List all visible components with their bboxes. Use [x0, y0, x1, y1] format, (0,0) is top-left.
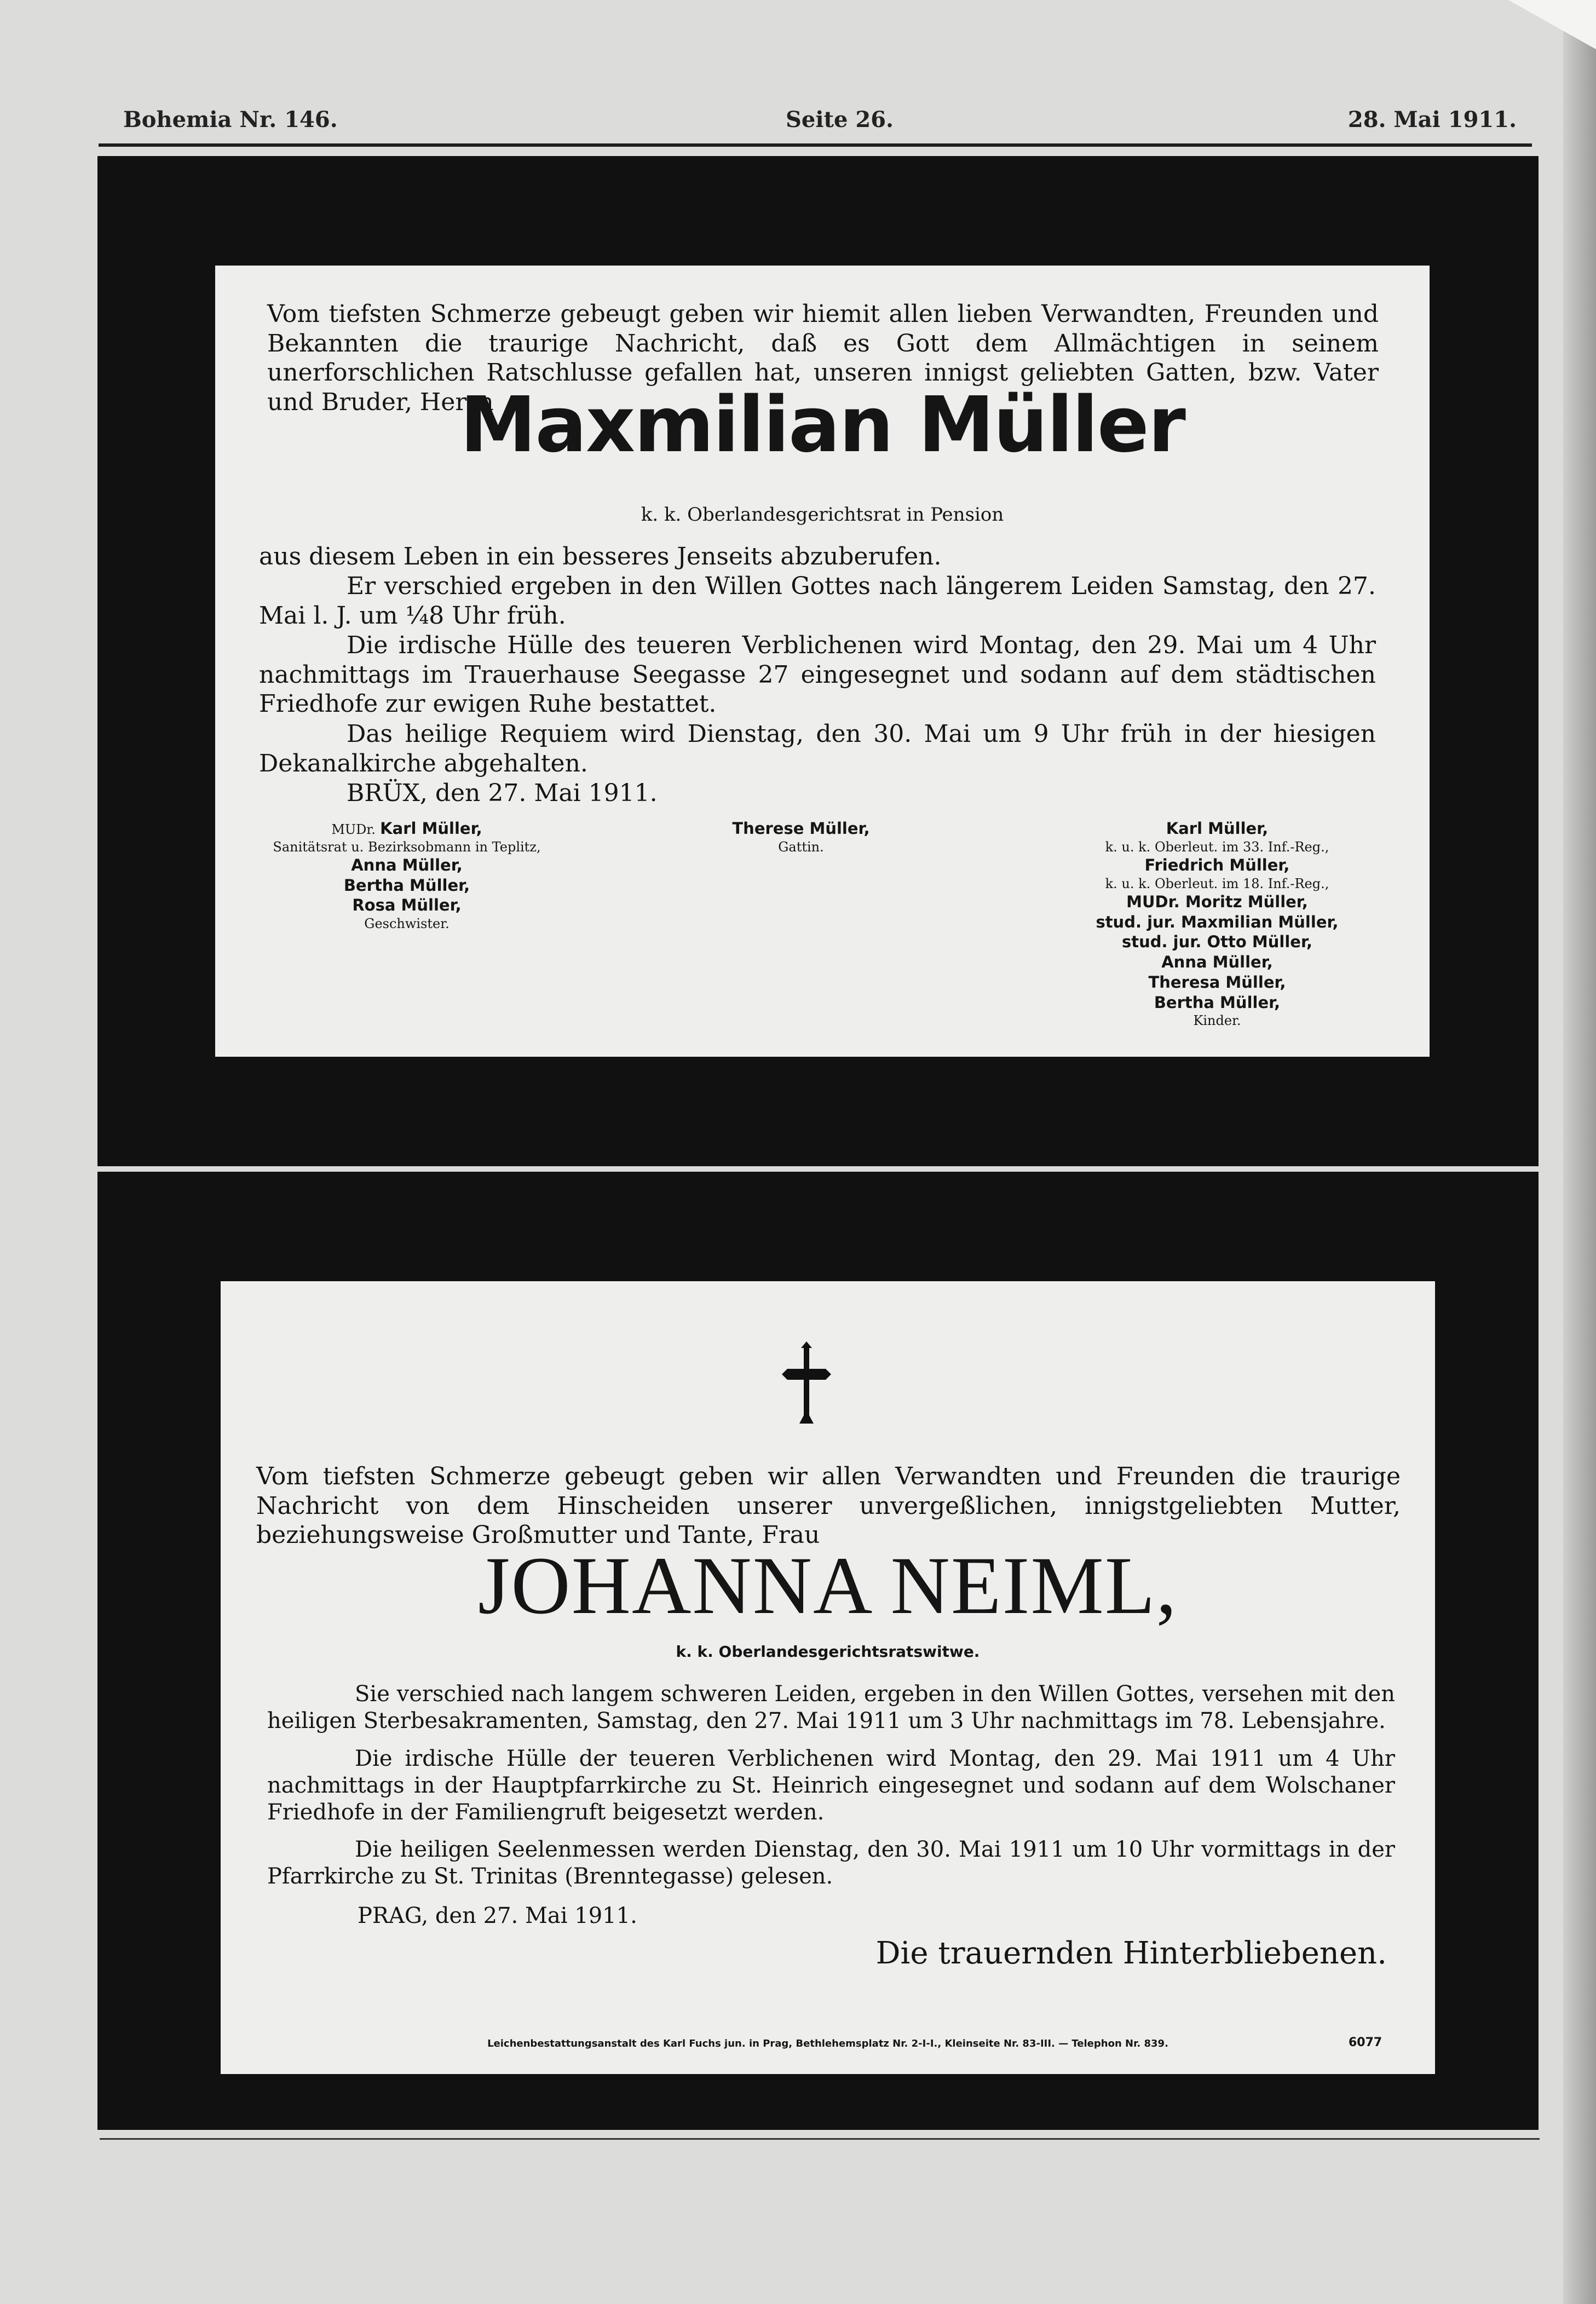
paragraph-2: Er verschied ergeben in den Willen Gottes nach längerem Leiden Samstag, den 27. Mai l. J. um ¼8 Uhr früh.	[259, 572, 1376, 630]
place-date: PRAG, den 27. Mai 1911.	[358, 1903, 637, 1928]
obituary-frame-mueller	[97, 156, 1539, 1166]
page-header	[99, 107, 1528, 143]
sibling-note: Sanitätsrat u. Bezirksobmann in Teplitz,	[273, 839, 541, 855]
child-name: MUDr. Moritz Müller,	[1126, 892, 1308, 911]
signatories-children	[1080, 819, 1354, 1029]
signatories-siblings	[243, 819, 571, 932]
child-name: Bertha Müller,	[1154, 993, 1281, 1012]
paragraph-1: aus diesem Leben in ein besseres Jenseits abzuberufen.	[259, 543, 942, 571]
obituary-card-neiml	[221, 1281, 1435, 2074]
header-page: Seite 26.	[786, 107, 894, 133]
sibling-name: Anna Müller,	[351, 855, 463, 874]
siblings-label: Geschwister.	[364, 916, 450, 932]
header-date: 28. Mai 1911.	[1347, 107, 1517, 133]
child-name: stud. jur. Maxmilian Müller,	[1096, 912, 1339, 931]
sibling-name: Rosa Müller,	[352, 896, 462, 915]
child-name: Friedrich Müller,	[1144, 855, 1290, 874]
child-note: k. u. k. Oberleut. im 33. Inf.-Reg.,	[1105, 839, 1329, 855]
sibling-prefix: MUDr.	[331, 822, 376, 837]
bottom-rule	[100, 2138, 1540, 2140]
obituary-frame-neiml	[97, 1172, 1539, 2130]
intro-text: Vom tiefsten Schmerze gebeugt geben wir allen Verwandten und Freunden die traurige Nachricht von dem Hinscheiden unserer unvergeßlichen, innigstgeliebten Mutter, beziehungsweise Großmutter und Tante, Frau	[256, 1462, 1401, 1550]
deceased-name: JOHANNA NEIML,	[478, 1540, 1178, 1631]
paragraph-4: Das heilige Requiem wird Dienstag, den 30. Mai um 9 Uhr früh in der hiesigen Dekanalkirche abgehalten.	[259, 720, 1376, 777]
paragraph-3: Die heiligen Seelenmessen werden Dienstag, den 30. Mai 1911 um 10 Uhr vormittags in der Pfarrkirche zu St. Trinitas (Brenntegasse) gelesen.	[267, 1837, 1395, 1889]
deceased-name: Maxmilian Müller	[460, 381, 1185, 470]
child-name: Theresa Müller,	[1148, 972, 1286, 992]
child-name: stud. jur. Otto Müller,	[1121, 932, 1312, 952]
closing-signature: Die trauernden Hinterbliebenen.	[875, 1936, 1387, 1971]
child-name: Karl Müller,	[1166, 819, 1269, 838]
sibling-name: Bertha Müller,	[343, 875, 470, 895]
children-label: Kinder.	[1193, 1013, 1241, 1029]
child-note: k. u. k. Oberleut. im 18. Inf.-Reg.,	[1105, 875, 1329, 891]
page-corner	[1508, 0, 1596, 49]
child-name: Anna Müller,	[1161, 953, 1273, 972]
paragraph-2: Die irdische Hülle der teueren Verblichenen wird Montag, den 29. Mai 1911 um 4 Uhr nachmittags in der Hauptpfarrkirche zu St. Heinrich eingesegnet und sodann auf dem Wolschaner Friedhofe in der Familiengruft beigesetzt werden.	[267, 1746, 1395, 1825]
cross-icon	[782, 1341, 831, 1424]
footer-number: 6077	[1349, 2036, 1382, 2049]
spouse-label: Gattin.	[778, 839, 824, 855]
funeral-home-footer: Leichenbestattungsanstalt des Karl Fuchs jun. in Prag, Bethlehemsplatz Nr. 2-I-I., Kleinseite Nr. 83-III. — Telephon Nr. 839.	[487, 2038, 1168, 2049]
paragraph-3: Die irdische Hülle des teueren Verblichenen wird Montag, den 29. Mai um 4 Uhr nachmittags im Trauerhause Seegasse 27 eingesegnet und sodann auf dem städtischen Friedhofe zur ewigen Ruhe bestattet.	[259, 631, 1376, 718]
intro-text: Vom tiefsten Schmerze gebeugt geben wir hiemit allen lieben Verwandten, Freunden und Bekannten die traurige Nachricht, daß es Gott dem Allmächtigen in seinem unerforschlichen Ratschlusse gefallen hat, unseren innigst geliebten Gatten, bzw. Vater und Bruder, Herrn	[267, 300, 1379, 417]
paragraph-1: Sie verschied nach langem schweren Leiden, ergeben in den Willen Gottes, versehen mit den heiligen Sterbesakramenten, Samstag, den 27. Mai 1911 um 3 Uhr nachmittags im 78. Lebensjahre.	[267, 1681, 1395, 1733]
spouse-name: Therese Müller,	[732, 819, 870, 838]
sibling-name: Karl Müller,	[380, 819, 482, 838]
page-edge	[1563, 0, 1596, 2304]
deceased-title: k. k. Oberlandesgerichtsratswitwe.	[676, 1643, 980, 1661]
header-rule	[99, 143, 1532, 147]
deceased-title: k. k. Oberlandesgerichtsrat in Pension	[641, 504, 1004, 526]
signatory-spouse	[692, 819, 911, 855]
place-date: BRÜX, den 27. Mai 1911.	[347, 779, 658, 807]
obituary-card-mueller	[215, 266, 1430, 1057]
header-issue: Bohemia Nr. 146.	[123, 107, 338, 133]
